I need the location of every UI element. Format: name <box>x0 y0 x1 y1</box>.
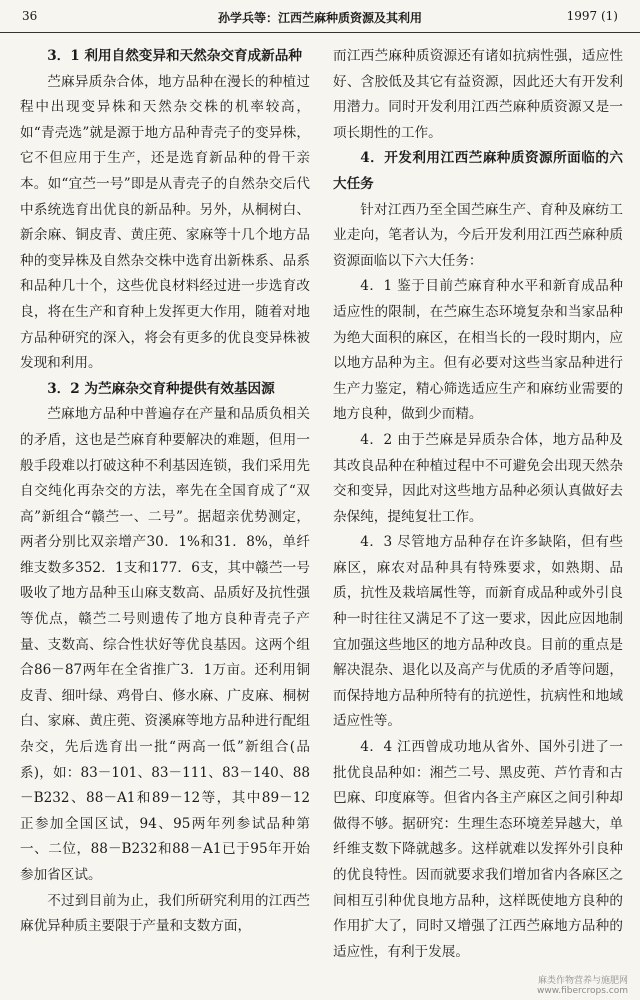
right-column <box>333 44 623 965</box>
section-3-1-heading: 3．1 利用自然变异和天然杂交育成新品种 <box>47 48 302 64</box>
section-3-2-paragraph-2: 不过到目前为止，我们所研究利用的江西苎麻优异种质主要限于产量和支数方面， <box>20 892 310 935</box>
section-3-1-paragraph: 苎麻异质杂合体，地方品种在漫长的种植过程中出现变异株和天然杂交株的机率较高，如“青壳选”就是源于地方品种青壳子的变异株，它不但应用于生产，还是选育新品种的骨干亲本。如“宜苎一号”即是从青壳子的自然杂交后代中系统选育出优良的新品种。另外，从桐树白、新余麻、铜皮青、黄庄蔸、家麻等十几个地方品种的变异株及自然杂交株中选育出新株系、品系和品种几十个，这些优良材料经过进一步选育改良，将在生产和育种上发挥更大作用，随着对地方品种研究的深入，将会有更多的优良变异株被发现和利用。 <box>20 73 310 372</box>
page-header <box>0 0 640 33</box>
section-4-1: 4．1 鉴于目前苎麻育种水平和新育成品种适应性的限制，在苎麻生态环境复杂和当家品种为绝大面积的麻区，在相当长的一段时期内，应以地方品种为主。但有必要对这些当家品种进行生产力鉴定，精心筛选适应生产和麻纺业需要的地方良种，做到少而精。 <box>333 278 623 423</box>
running-title: 孙学兵等：江西苎麻种质资源及其利用 <box>217 11 422 25</box>
section-4-heading: 4．开发利用江西苎麻种质资源所面临的六大任务 <box>333 150 623 192</box>
watermark-line-1: 麻类作物营养与施肥网 <box>537 976 628 986</box>
page-number: 36 <box>22 9 38 23</box>
section-3-2-paragraph: 苎麻地方品种中普遍存在产量和品质负相关的矛盾，这也是苎麻育种要解决的难题，但用一般手段难以打破这种不利基因连锁，我们采用先自交纯化再杂交的方法，率先在全国育成了“双高”新组合“赣苎一、二号”。据超亲优势测定，两者分别比双亲增产30．1%和31．8%，单纤维支数多352．1支和177．6支，其中赣苎一号吸收了地方品种玉山麻支数高、品质好及抗性强等优点，赣苎二号则遗传了地方良种青壳子产量、支数高、综合性状好等优良基因。这两个组合86－87两年在全省推广3．1万亩。还利用铜皮青、细叶绿、鸡骨白、修水麻、广皮麻、桐树白、家麻、黄庄蔸、资溪麻等地方品种进行配组杂交，先后选育出一批“两高一低”新组合(品系)，如：83－101、83－111、83－140、88－B232、88－A1和89－12等，其中89－12正参加全国区试，94、95两年列参试品种第一、二位，88－B232和88－A1已于95年开始参加省区试。 <box>20 406 310 883</box>
section-4-intro: 针对江西乃至全国苎麻生产、育种及麻纺工业走向，笔者认为，今后开发利用江西苎麻种质资源面临以下六大任务： <box>333 201 623 269</box>
continued-paragraph: 而江西苎麻种质资源还有诸如抗病性强，适应性好、含胶低及其它有益资源，因此还大有开发利用潜力。同时开发利用江西苎麻种质资源又是一项长期性的工作。 <box>333 48 623 141</box>
section-4-3: 4．3 尽管地方品种存在许多缺陷，但有些麻区，麻农对品种具有特殊要求，如熟期、品质，抗性及栽培属性等，而新育成品种或外引良种一时往往又满足不了这一要求，因此应因地制宜加强这些地区的地方品种改良。目前的重点是解决混杂、退化以及高产与优质的矛盾等问题，而保持地方品种所特有的抗逆性，抗病性和地域适应性等。 <box>333 534 623 730</box>
section-3-2-heading: 3．2 为苎麻杂交育种提供有效基因源 <box>47 380 275 397</box>
section-4-4: 4．4 江西曾成功地从省外、国外引进了一批优良品种如：湘苎二号、黑皮蔸、芦竹青和古巴麻、印度麻等。但省内各主产麻区之间引种却做得不够。据研究：生理生态环境差异越大，单纤维支数下降就越多。这样就难以发挥外引良种的优良特性。因而就要求我们增加省内各麻区之间相互引种优良地方品种，这样既使地方良种的作用扩大了，同时又增强了江西苎麻地方品种的适应性，有利于发展。 <box>333 739 623 960</box>
watermark-line-2: www.fibercrops.com <box>537 986 628 996</box>
left-column <box>20 44 310 940</box>
journal-issue: 1997 (1) <box>566 9 618 23</box>
watermark <box>537 973 628 996</box>
section-4-2: 4．2 由于苎麻是异质杂合体，地方品种及其改良品种在种植过程中不可避免会出现天然杂交和变异，因此对这些地方品种必须认真做好去杂保纯，提纯复壮工作。 <box>333 431 623 525</box>
